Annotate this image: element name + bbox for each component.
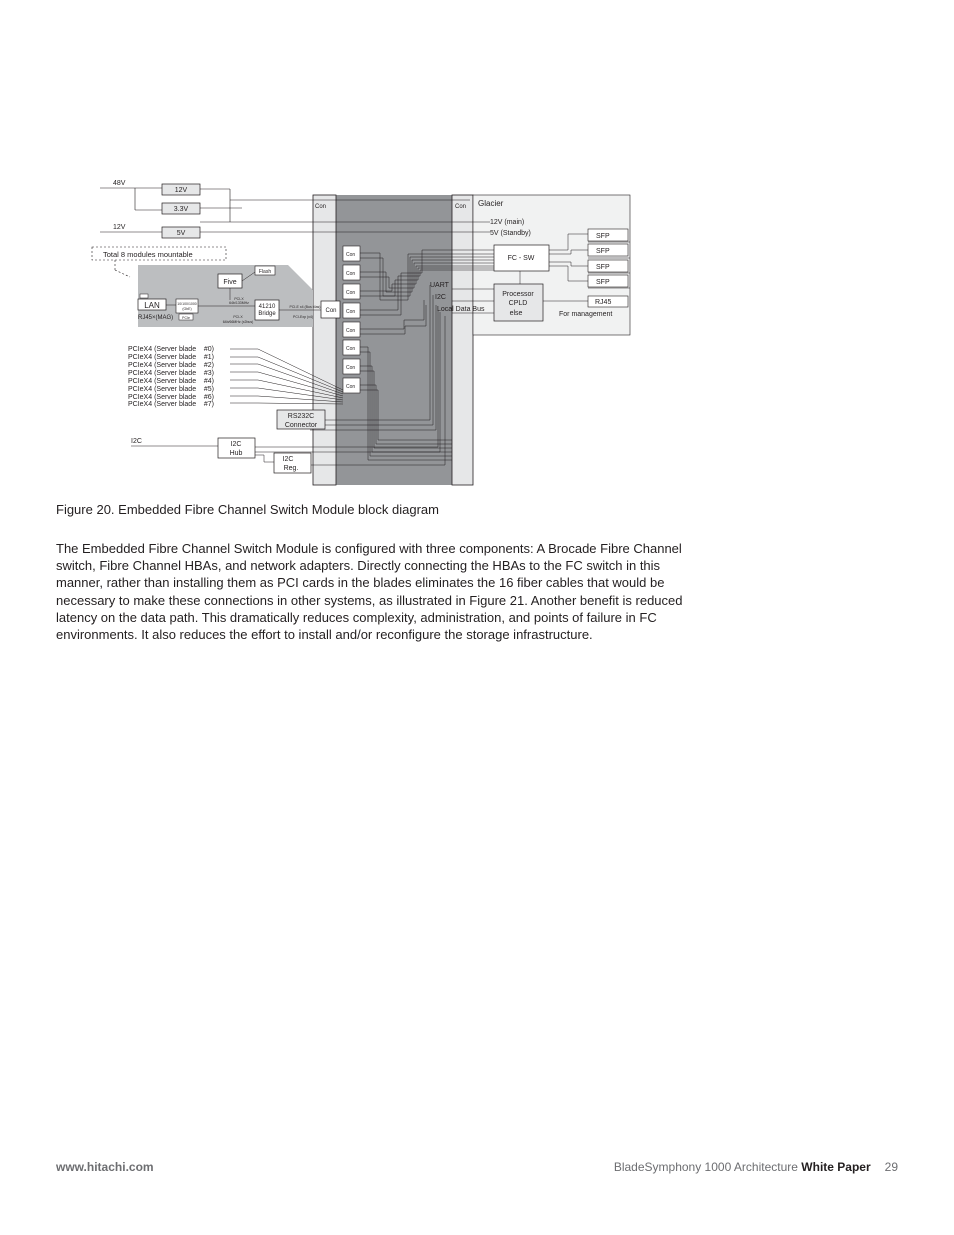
module-con-label: Con [325, 308, 337, 314]
svg-text:Con: Con [346, 365, 356, 371]
sfp-label-3: SFP [596, 279, 610, 286]
sfp-label-2: SFP [596, 264, 610, 271]
footer-website[interactable]: www.hitachi.com [56, 1160, 154, 1174]
footer-doc-title-bold: White Paper [801, 1160, 871, 1174]
phy-label-a: 10/100/1000 [177, 302, 197, 306]
svg-text:PCIeX4 (Server blade #0): PCIeX4 (Server blade #0) [128, 346, 214, 353]
i2c-hub-label-a: I2C [230, 441, 242, 448]
fc-sw-label: FC - SW [507, 255, 535, 262]
uart-label: UART [430, 282, 449, 289]
footer-doc-info [614, 1160, 898, 1174]
rs232c-label-b: Connector [284, 422, 318, 429]
processor-label-a: Processor [502, 291, 534, 298]
v5-standby-label: 5V (Standby) [490, 230, 531, 237]
v12-main-label: 12V (main) [490, 219, 525, 226]
svg-text:Con: Con [346, 271, 356, 277]
con-strip-right [452, 195, 473, 485]
con-strip-left [313, 195, 336, 485]
flash-label: Flash [258, 269, 272, 275]
lan-connector-tab [140, 294, 148, 298]
svg-text:PCIeX4 (Server blade #2): PCIeX4 (Server blade #2) [128, 362, 214, 369]
phy-label-b: (GbE) [182, 307, 192, 311]
bridge-label-a: 41210 [258, 304, 276, 310]
block-diagram [0, 0, 954, 500]
v5-box-label: 5V [176, 230, 186, 237]
svg-text:PCIeX4 (Server blade #6): PCIeX4 (Server blade #6) [128, 394, 214, 401]
pcie-label-a: PCI-E x4 (Bus Mas) [289, 305, 321, 309]
svg-text:Con: Con [346, 290, 356, 296]
bridge-box [255, 300, 279, 320]
pcix-top-a: PCI-X [234, 297, 244, 301]
pcix-top-b: 64b/133MHz [229, 301, 249, 305]
rs232c-label-a: RS232C [287, 413, 315, 420]
page-number: 29 [884, 1160, 898, 1174]
svg-text:PCIeX4 (Server blade #3): PCIeX4 (Server blade #3) [128, 370, 214, 377]
sfp-label-1: SFP [596, 248, 610, 255]
v33-box-label: 3.3V [173, 206, 189, 213]
glacier-label: Glacier [478, 199, 504, 208]
pcix-bot-b: 64b/66MHz (x2bus) [222, 320, 254, 324]
svg-text:PCIeX4 (Server blade #5): PCIeX4 (Server blade #5) [128, 386, 214, 393]
total-modules-label: Total 8 modules mountable [103, 250, 193, 259]
svg-text:Con: Con [346, 346, 356, 352]
con-label-left: Con [315, 204, 327, 210]
i2c-right-label: I2C [435, 294, 446, 301]
pcie-blade-labels [128, 346, 214, 408]
svg-text:PCIeX4 (Server blade #7): PCIeX4 (Server blade #7) [128, 401, 214, 408]
v12-box-label: 12V [174, 187, 188, 194]
sfp-label-0: SFP [596, 233, 610, 240]
svg-text:Con: Con [346, 328, 356, 334]
bridge-label-b: Bridge [258, 311, 276, 317]
i2c-left-label: I2C [131, 438, 142, 445]
pcix-bot-a: PCI-X [233, 315, 243, 319]
svg-text:Con: Con [346, 309, 356, 315]
five-label: Five [223, 279, 237, 286]
i2c-reg-label-b: Reg. [283, 465, 299, 472]
svg-text:Con: Con [346, 252, 356, 258]
v48-label: 48V [113, 180, 126, 187]
local-bus-label: Local Data Bus [437, 306, 485, 313]
processor-label-c: else [509, 310, 523, 317]
rj45-mag-label: RJ45×(MAG) [138, 315, 174, 321]
phy-label-c: PCIe [182, 316, 190, 320]
svg-text:PCIeX4 (Server blade #4): PCIeX4 (Server blade #4) [128, 378, 214, 385]
for-management-label: For management [559, 311, 613, 318]
con-label-right: Con [455, 204, 467, 210]
i2c-reg-label-a: I2C [282, 456, 294, 463]
body-paragraph: The Embedded Fibre Channel Switch Module is configured with three components: A Brocade Fibre Channel switch, Fibre Channel HBAs, and network adapters. Directly connecting the HBAs to the FC switch in this manner, rather than installing them as PCI cards in the blades eliminates the 16 fiber cables that would be necessary to make these connections in other systems, as illustrated in Figure 21. Another benefit is reduced latency on the data path. This dramatically reduces complexity, administration, and points of failure in FC environments. It also reduces the effort to install and/or reconfigure the storage infrastructure. [56, 541, 683, 643]
processor-label-b: CPLD [508, 300, 528, 307]
pcie-label-b: PCI-Exp (x4) [292, 315, 314, 319]
v12-label-left: 12V [113, 224, 126, 231]
figure-caption: Figure 20. Embedded Fibre Channel Switch Module block diagram [56, 502, 439, 517]
footer-doc-title: BladeSymphony 1000 Architecture [613, 1160, 802, 1174]
rj45-label: RJ45 [595, 299, 612, 306]
svg-text:PCIeX4 (Server blade #1): PCIeX4 (Server blade #1) [128, 354, 214, 361]
svg-text:Con: Con [346, 384, 356, 390]
lan-label: LAN [144, 301, 160, 310]
i2c-hub-label-b: Hub [229, 450, 243, 457]
